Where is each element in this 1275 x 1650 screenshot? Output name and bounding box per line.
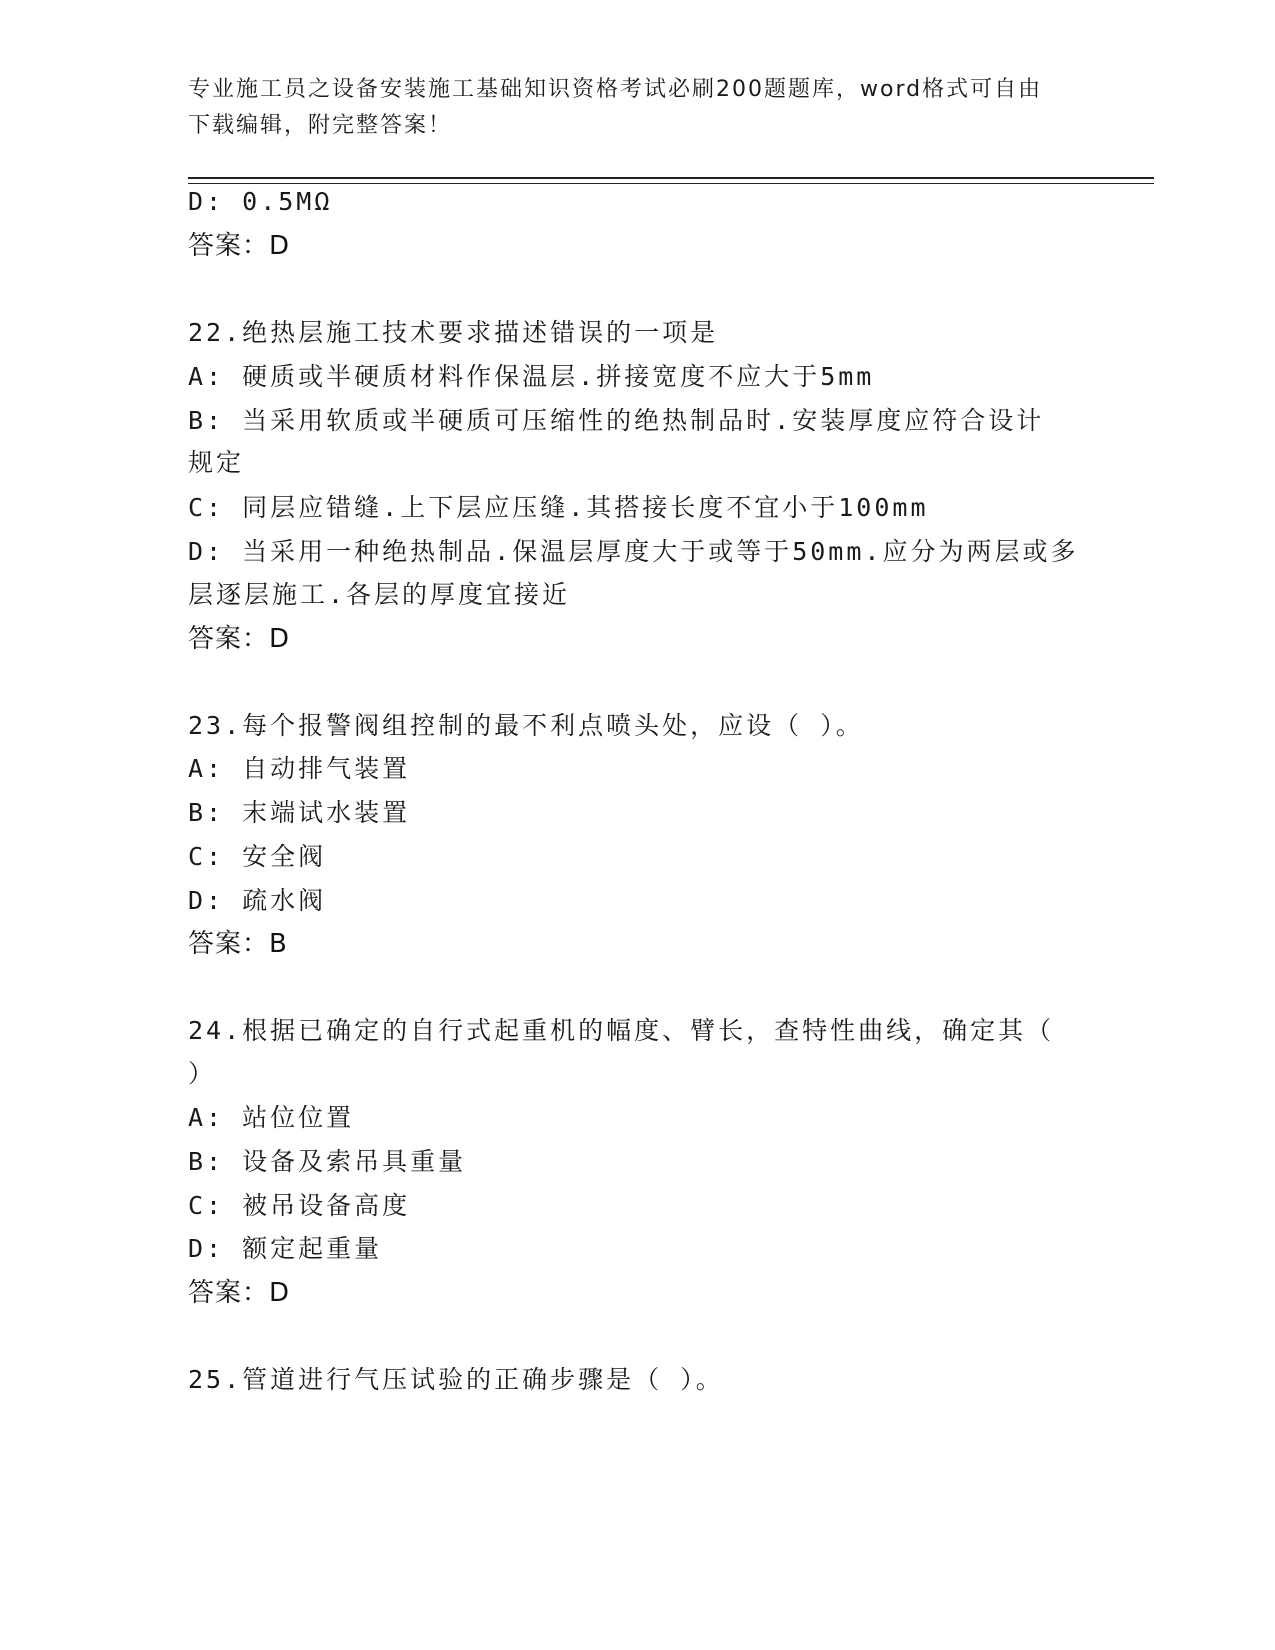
header-line-1: 专业施工员之设备安装施工基础知识资格考试必刷200题题库，word格式可自由 — [188, 77, 1043, 102]
q24-option-d: D: 额定起重量 — [188, 1234, 383, 1263]
q22-stem: 22.绝热层施工技术要求描述错误的一项是 — [188, 318, 719, 347]
q24-answer: 答案：D — [188, 1278, 291, 1308]
q24-stem-line2: ） — [188, 1059, 217, 1088]
q24-option-c: C: 被吊设备高度 — [188, 1191, 411, 1220]
q23-option-b: B: 末端试水装置 — [188, 798, 411, 827]
q22-option-a: A: 硬质或半硬质材料作保温层.拼接宽度不应大于5mm — [188, 362, 875, 391]
q24-stem-line1: 24.根据已确定的自行式起重机的幅度、臂长，查特性曲线，确定其（ — [188, 1016, 1055, 1045]
q22-option-d-line1: D: 当采用一种绝热制品.保温层厚度大于或等于50mm.应分为两层或多 — [188, 537, 1079, 566]
q23-answer: 答案：B — [188, 929, 288, 959]
q22-option-b-line2: 规定 — [188, 448, 245, 477]
header-rule-thin — [188, 183, 1154, 184]
q21-answer: 答案：D — [188, 231, 291, 261]
q23-stem: 23.每个报警阀组控制的最不利点喷头处，应设（ ）。 — [188, 711, 864, 740]
q22-option-d-line2: 层逐层施工.各层的厚度宜接近 — [188, 580, 571, 609]
q22-option-c: C: 同层应错缝.上下层应压缝.其搭接长度不宜小于100mm — [188, 493, 929, 522]
header-rule-thick — [188, 177, 1154, 179]
q23-option-d: D: 疏水阀 — [188, 886, 327, 915]
document-header — [188, 72, 1088, 144]
q25-stem: 25.管道进行气压试验的正确步骤是（ ）。 — [188, 1365, 724, 1394]
header-line-2: 下载编辑，附完整答案！ — [188, 113, 453, 138]
q24-option-b: B: 设备及索吊具重量 — [188, 1147, 467, 1176]
q22-answer: 答案：D — [188, 624, 291, 654]
q23-option-c: C: 安全阀 — [188, 842, 327, 871]
q23-option-a: A: 自动排气装置 — [188, 754, 411, 783]
q21-option-d: D: 0.5MΩ — [188, 187, 333, 216]
q22-option-b-line1: B: 当采用软质或半硬质可压缩性的绝热制品时.安装厚度应符合设计 — [188, 406, 1045, 435]
q24-option-a: A: 站位位置 — [188, 1103, 355, 1132]
